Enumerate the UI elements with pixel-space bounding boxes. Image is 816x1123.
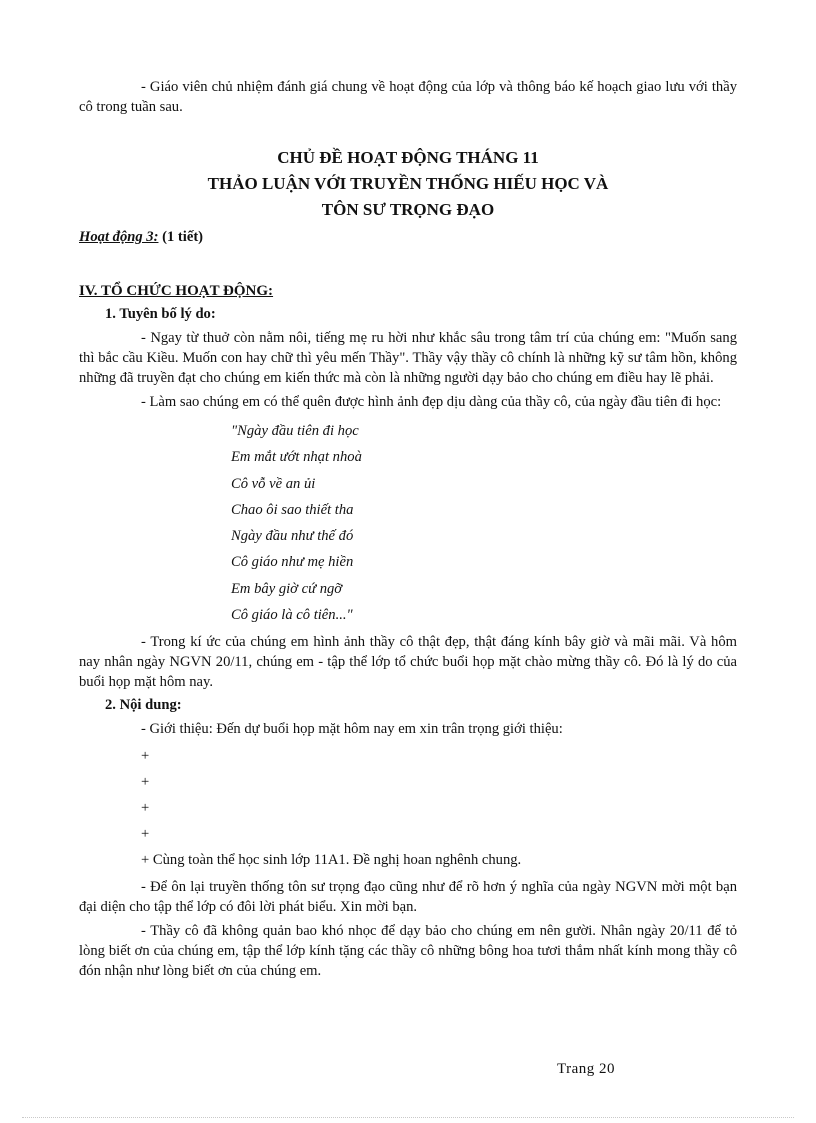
plus-item: + [141, 800, 150, 817]
section-heading: IV. TỔ CHỨC HOẠT ĐỘNG: [79, 283, 274, 299]
activity-duration: (1 tiết) [162, 229, 204, 245]
part2-paragraph-2: - Để ôn lại truyền thống tôn sư trọng đạo cũng như để rõ hơn ý nghĩa của ngày NGVN mời một bạn đại diện cho tập thể lớp có đôi lời phát biểu. Xin mời bạn. [79, 879, 737, 916]
part1-paragraph-2: - Làm sao chúng em có thể quên được hình ảnh đẹp dịu dàng của thầy cô, của ngày đầu tiên đi học: [141, 394, 722, 410]
poem-line: Cô vỗ về an ủi [231, 475, 316, 492]
activity-label: Hoạt động 3: [79, 229, 159, 245]
title-line-3: TÔN SƯ TRỌNG ĐẠO [321, 200, 495, 219]
part1-paragraph-3: - Trong kí ức của chúng em hình ảnh thầy cô thật đẹp, thật đáng kính bây giờ và mãi mãi. Và hôm nay nhân ngày NGVN 20/11, chúng em - tập thể lớp tổ chức buổi họp mặt chào mừng thầy cô. Đó là lý do của buổi họp mặt hôm nay. [79, 634, 737, 691]
poem-line: Cô giáo như mẹ hiền [231, 554, 354, 571]
part2-heading: 2. Nội dung: [105, 697, 182, 714]
part2-paragraph-3: - Thầy cô đã không quản bao khó nhọc để dạy bảo cho chúng em nên gười. Nhân ngày 20/11 để tỏ lòng biết ơn của chúng em, tập thể lớp kính tặng các thầy cô những bông hoa tươi thắm nhất kính mong thầy cô đón nhận như lòng biết ơn của chúng em. [79, 923, 737, 980]
plus-item: + [141, 748, 150, 765]
poem-line: "Ngày đầu tiên đi học [231, 423, 359, 439]
poem-line: Chao ôi sao thiết tha [231, 501, 354, 518]
title-line-2: THẢO LUẬN VỚI TRUYỀN THỐNG HIẾU HỌC VÀ [207, 174, 609, 193]
poem-line: Ngày đầu như thế đó [231, 528, 354, 545]
plus-item: + [141, 826, 150, 843]
poem [231, 418, 737, 628]
activity-line [79, 227, 737, 247]
part2-intro: - Giới thiệu: Đến dự buổi họp mặt hôm nay em xin trân trọng giới thiệu: [141, 721, 563, 738]
page-bottom-divider [22, 1117, 794, 1118]
page-content [79, 77, 737, 981]
part1-heading: 1. Tuyên bố lý do: [105, 306, 216, 322]
plus-item: + [141, 774, 150, 791]
title-line-1: CHỦ ĐỀ HOẠT ĐỘNG THÁNG 11 [277, 148, 539, 167]
part1-paragraph-1: - Ngay từ thuở còn nằm nôi, tiếng mẹ ru hời như khắc sâu trong tâm trí của chúng em: "Muốn sang thì bắc cầu Kiều. Muốn con hay chữ thì yêu mến Thầy". Thầy vậy thầy cô chính là những kỹ sư tâm hồn, không những đã truyền đạt cho chúng em kiến thức mà còn là những người dạy bảo cho chúng em điều hay lẽ phải. [79, 330, 737, 386]
plus-final: + Cùng toàn thể học sinh lớp 11A1. Đề nghị hoan nghênh chung. [141, 852, 522, 869]
page-number: Trang 20 [557, 1061, 616, 1077]
poem-line: Cô giáo là cô tiên..." [231, 607, 353, 624]
intro-paragraph: - Giáo viên chủ nhiệm đánh giá chung về hoạt động của lớp và thông báo kế hoạch giao lưu với thầy cô trong tuần sau. [79, 79, 737, 115]
poem-line: Em bây giờ cứ ngỡ [231, 580, 343, 597]
poem-line: Em mắt ướt nhạt nhoà [231, 449, 362, 466]
